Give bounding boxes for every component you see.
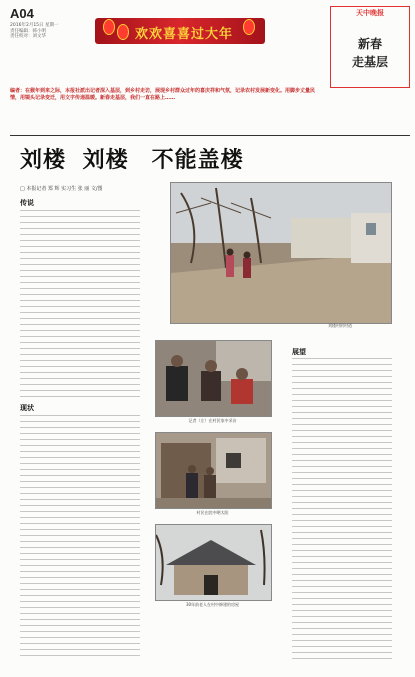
photo-caption: 30年前老人在村中修建的房屋 [185, 602, 240, 607]
banner-title: 欢欢喜喜过大年 [135, 27, 234, 42]
meta-line: 责任校对：刘文华 [10, 34, 46, 39]
brand-line-2: 走基层 [351, 55, 388, 69]
meta-line: 责任编辑：韩小明 [10, 28, 46, 34]
body-text-block [20, 415, 140, 660]
lantern-icon [103, 19, 115, 35]
body-text-block [20, 210, 140, 398]
divider [10, 135, 410, 136]
festival-banner [95, 18, 265, 44]
photo-courtyard [155, 432, 272, 509]
photo-village-road [170, 182, 392, 324]
meta-line: 2016年2月15日 星期一 [10, 23, 59, 28]
photo-caption: 刘楼村的村道 [328, 323, 352, 328]
byline: □ 本报记者 郑 辉 实习生 张 丽 文/图 [20, 186, 103, 192]
editor-lead: 编者：在猴年到来之际，本报社派出记者深入基层，到乡村走访，展现乡村群众过年的喜庆祥和气氛，记录农村发展新变化。用脚步丈量民情，用镜头记录变迁，用文字传递温暖。新春走基层，我们一直在路上…… [10, 88, 316, 101]
brand-top: 天中晚报 [356, 9, 384, 17]
lantern-icon [117, 24, 129, 40]
headline: 刘楼 刘楼 不能盖楼 [20, 148, 244, 173]
photo-interview [155, 340, 272, 417]
column-brand-box [330, 6, 410, 88]
lantern-icon [243, 19, 255, 35]
issue-meta [10, 23, 58, 40]
section-heading: 展望 [292, 348, 306, 356]
page-number: A04 [10, 6, 34, 21]
section-heading: 现状 [20, 404, 34, 412]
photo-caption: 村民在院中晒太阳 [196, 510, 229, 515]
photo-caption: 记者（左）在村民家中采访 [188, 418, 237, 423]
photo-old-house [155, 524, 272, 601]
body-text-block [292, 358, 392, 660]
section-heading: 传说 [20, 199, 34, 207]
brand-line-1: 新春 [357, 37, 382, 51]
